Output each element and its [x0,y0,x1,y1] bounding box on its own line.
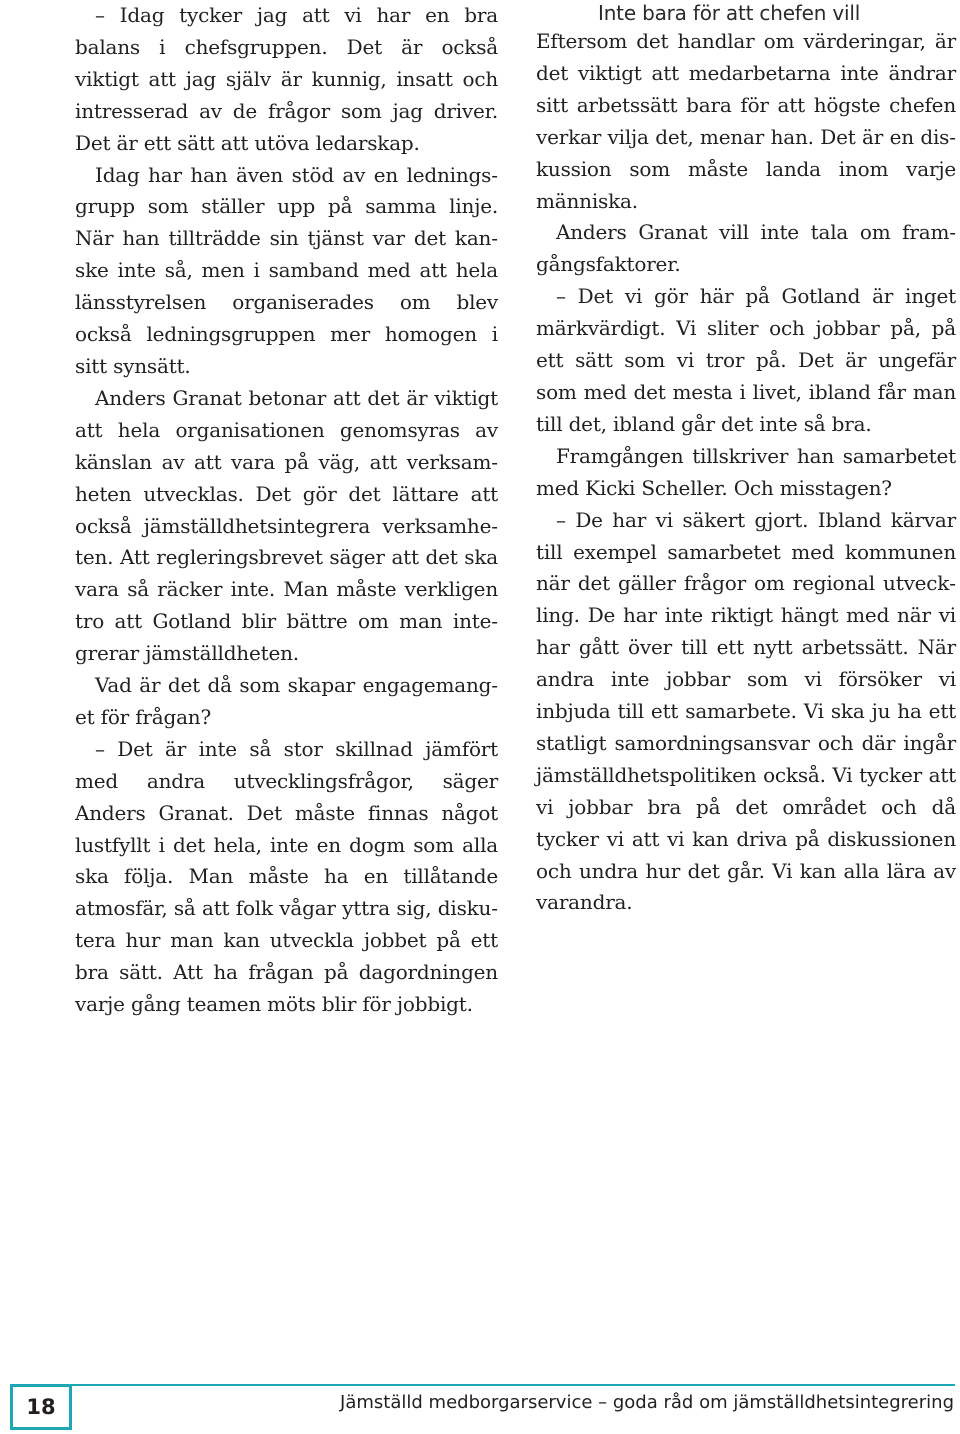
paragraph: Anders Granat vill inte tala om framgångsfaktorer. [536,220,956,277]
paragraph: Idag har han även stöd av en ledningsgrupp som ställer upp på samma linje. När han tillträdde sin tjänst var det kanske inte så, men i samband med att hela länsstyrelsen organiserades om blev också ledningsgruppen mer homogen i sitt synsätt. [75,162,498,378]
paragraph: Eftersom det handlar om värderingar, är det viktigt att medarbetarna inte ändrar sitt arbetssätt bara för att högste chefen verkar vilja det, menar han. Det är en diskussion som måste landa inom varje människa. [536,29,956,213]
paragraph: – De har vi säkert gjort. Ibland kärvar till exempel samarbetet med kommunen när det gäller frågor om regional utveckling. De har inte riktigt hängt med när vi har gått över till ett nytt arbetssätt. När andra inte jobbar som vi försöker vi inbjuda till ett samarbete. Vi ska ju ha ett statligt samordningsansvar och där ingår jämställdhetspolitiken också. Vi tycker att vi jobbar bra på det området och då tycker vi att vi kan driva på diskussionen och undra hur det går. Vi kan alla lära av varandra. [536,507,956,915]
left-text-column [75,0,498,1021]
paragraph: Framgången tillskriver han samarbetet med Kicki Scheller. Och misstagen? [536,443,956,500]
paragraph: – Idag tycker jag att vi har en bra balans i chefsgruppen. Det är också viktigt att jag själv är kunnig, insatt och intresserad av de frågor som jag driver. Det är ett sätt att utöva ledarskap. [75,3,498,155]
publication-title: Jämställd medborgarservice – goda råd om jämställdhetsintegrering [340,1392,954,1413]
right-text-column [536,0,956,919]
page-number: 18 [10,1384,72,1430]
paragraph: – Det vi gör här på Gotland är inget märkvärdigt. Vi sliter och jobbar på, på ett sätt som vi tror på. Det är ungefär som med det mesta i livet, ibland får man till det, ibland går det inte så bra. [536,284,956,436]
section-subheading: Inte bara för att chefen vill [598,1,861,25]
footer-rule [10,1384,955,1386]
paragraph: Vad är det då som skapar engagemanget för frågan? [75,673,498,729]
paragraph: – Det är inte så stor skillnad jämfört med andra utvecklingsfrågor, säger Anders Granat. Det måste finnas något lustfyllt i det hela, inte en dogm som alla ska följa. Man måste ha en tillåtande atmosfär, så att folk vågar yttra sig, diskutera hur man kan utveckla jobbet på ett bra sätt. Att ha frågan på dagordningen varje gång teamen möts blir för jobbigt. [75,736,498,1017]
paragraph: Anders Granat betonar att det är viktigt att hela organisationen genomsyras av känslan av att vara på väg, att verksamheten utvecklas. Det gör det lättare att också jämställdhetsintegrera verksamheten. Att regleringsbrevet säger att det ska vara så räcker inte. Man måste verkligen tro att Gotland blir bättre om man integrerar jämställdheten. [75,385,498,666]
